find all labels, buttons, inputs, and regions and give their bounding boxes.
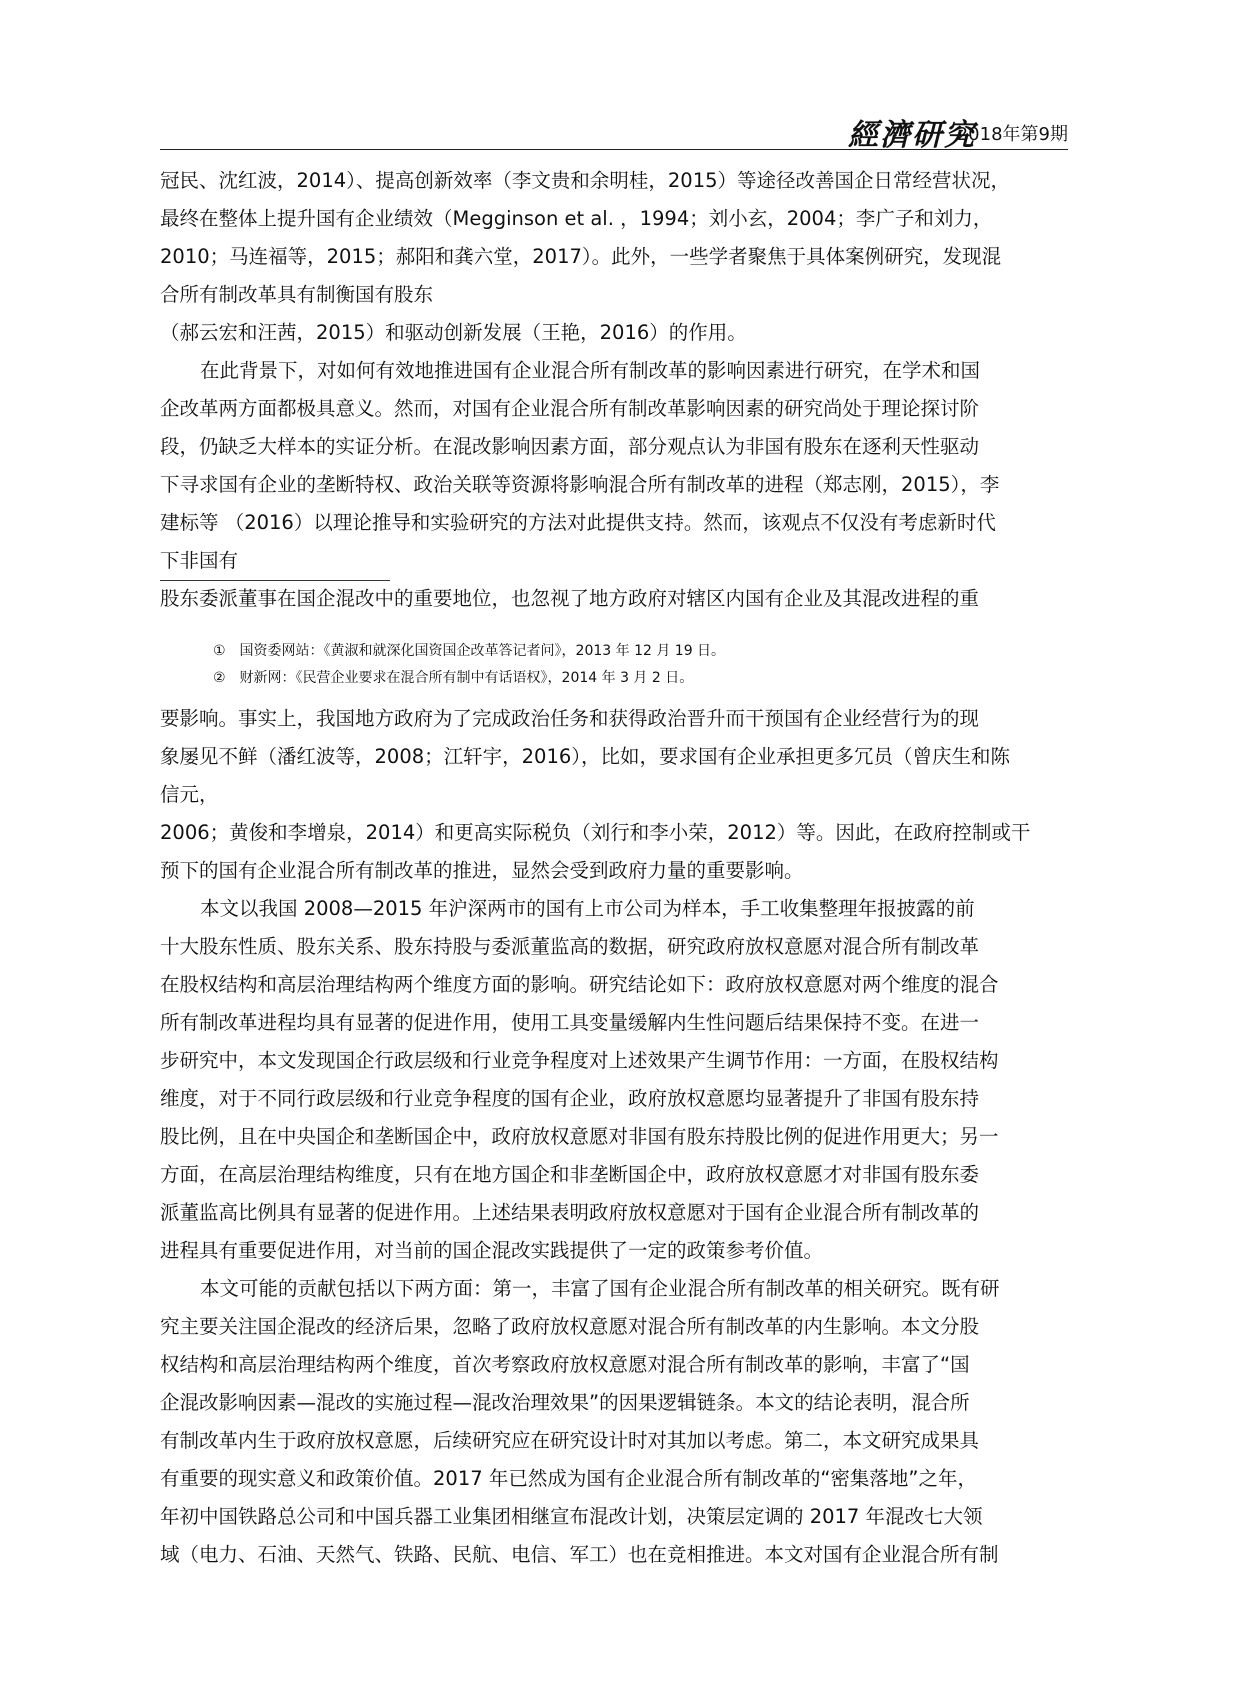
text-line: 方面，在高层治理结构维度，只有在地方国企和非垄断国企中，政府放权意愿才对非国有股东委: [160, 1163, 980, 1186]
text-line: 冠民、沈红波，2014）、提高创新效率（李文贵和余明桂，2015）等途径改善国企日常经营状况，: [160, 169, 1011, 192]
footnotes: [213, 638, 973, 692]
text-line: 下寻求国有企业的垄断特权、政治关联等资源将影响混合所有制改革的进程（郑志刚，2015），李: [160, 473, 1000, 496]
text-line: 企混改影响因素—混改的实施过程—混改治理效果”的因果逻辑链条。本文的结论表明，混合所: [160, 1391, 970, 1414]
text-line: 有制改革内生于政府放权意愿，后续研究应在研究设计时对其加以考虑。第二，本文研究成果具: [160, 1429, 980, 1452]
text-line: 本文可能的贡献包括以下两方面：第一，丰富了国有企业混合所有制改革的相关研究。既有研: [200, 1277, 1000, 1300]
text-line: 下非国有: [160, 549, 239, 572]
text-line: （郝云宏和汪茜，2015）和驱动创新发展（王艳，2016）的作用。: [160, 321, 747, 344]
body-text-bottom: [160, 700, 1072, 1574]
text-line: 股比例，且在中央国企和垄断国企中，政府放权意愿对非国有股东持股比例的促进作用更大；另一: [160, 1125, 999, 1148]
journal-logo: 經濟研究: [848, 118, 976, 153]
text-line: 在股权结构和高层治理结构两个维度方面的影响。研究结论如下：政府放权意愿对两个维度的混合: [160, 973, 999, 996]
footnote-rule: [160, 580, 390, 581]
text-line: 年初中国铁路总公司和中国兵器工业集团相继宣布混改计划，决策层定调的 2017 年混改七大领: [160, 1505, 983, 1528]
text-line: 最终在整体上提升国有企业绩效（Megginson et al. ，1994；刘小玄，2004；李广子和刘力，: [160, 207, 993, 230]
text-line: 进程具有重要促进作用，对当前的国企混改实践提供了一定的政策参考价值。: [160, 1239, 824, 1262]
text-line: 步研究中，本文发现国企行政层级和行业竞争程度对上述效果产生调节作用：一方面，在股权结构: [160, 1049, 999, 1072]
text-line: 维度，对于不同行政层级和行业竞争程度的国有企业，政府放权意愿均显著提升了非国有股东持: [160, 1087, 980, 1110]
text-line: 象屡见不鲜（潘红波等，2008；江轩宇，2016），比如，要求国有企业承担更多冗员（曾庆生和陈: [160, 745, 1011, 768]
text-line: 在此背景下，对如何有效地推进国有企业混合所有制改革的影响因素进行研究，在学术和国: [200, 359, 981, 382]
text-line: 信元，: [160, 783, 219, 806]
text-line: 本文以我国 2008—2015 年沪深两市的国有上市公司为样本，手工收集整理年报披露的前: [200, 897, 975, 920]
text-line: 2010；马连福等，2015；郝阳和龚六堂，2017）。此外，一些学者聚焦于具体案例研究，发现混: [160, 245, 1002, 268]
header-rule: [160, 149, 1068, 150]
body-text-top: [160, 162, 1072, 618]
text-line: 所有制改革进程均具有显著的促进作用，使用工具变量缓解内生性问题后结果保持不变。在进一: [160, 1011, 980, 1034]
text-line: 要影响。事实上，我国地方政府为了完成政治任务和获得政治晋升而干预国有企业经营行为的现: [160, 707, 980, 730]
text-line: 合所有制改革具有制衡国有股东: [160, 283, 434, 306]
text-line: 十大股东性质、股东关系、股东持股与委派董监高的数据，研究政府放权意愿对混合所有制改革: [160, 935, 980, 958]
text-line: 企改革两方面都极具意义。然而，对国有企业混合所有制改革影响因素的研究尚处于理论探讨阶: [160, 397, 980, 420]
text-line: 有重要的现实意义和政策价值。2017 年已然成为国有企业混合所有制改革的“密集落地”之年，: [160, 1467, 978, 1490]
issue-label: 2018年第9期: [956, 124, 1068, 145]
text-line: 权结构和高层治理结构两个维度，首次考察政府放权意愿对混合所有制改革的影响，丰富了“国: [160, 1353, 970, 1376]
text-line: 段，仍缺乏大样本的实证分析。在混改影响因素方面，部分观点认为非国有股东在逐利天性驱动: [160, 435, 980, 458]
running-header: [160, 104, 1068, 153]
footnote-2: ② 财新网：《民营企业要求在混合所有制中有话语权》，2014 年 3 月 2 日。: [213, 670, 694, 686]
text-line: 域（电力、石油、天然气、铁路、民航、电信、军工）也在竞相推进。本文对国有企业混合所有制: [160, 1543, 999, 1566]
text-line: 建标等 （2016）以理论推导和实验研究的方法对此提供支持。然而，该观点不仅没有考虑新时代: [160, 511, 996, 534]
footnote-1: ① 国资委网站：《黄淑和就深化国资国企改革答记者问》，2013 年 12 月 19 日。: [213, 643, 726, 659]
text-line: 2006；黄俊和李增泉，2014）和更高实际税负（刘行和李小荣，2012）等。因此，在政府控制或干: [160, 821, 1031, 844]
text-line: 股东委派董事在国企混改中的重要地位，也忽视了地方政府对辖区内国有企业及其混改进程的重: [160, 587, 980, 610]
text-line: 派董监高比例具有显著的促进作用。上述结果表明政府放权意愿对于国有企业混合所有制改革的: [160, 1201, 980, 1224]
text-line: 究主要关注国企混改的经济后果，忽略了政府放权意愿对混合所有制改革的内生影响。本文分股: [160, 1315, 980, 1338]
text-line: 预下的国有企业混合所有制改革的推进，显然会受到政府力量的重要影响。: [160, 859, 804, 882]
